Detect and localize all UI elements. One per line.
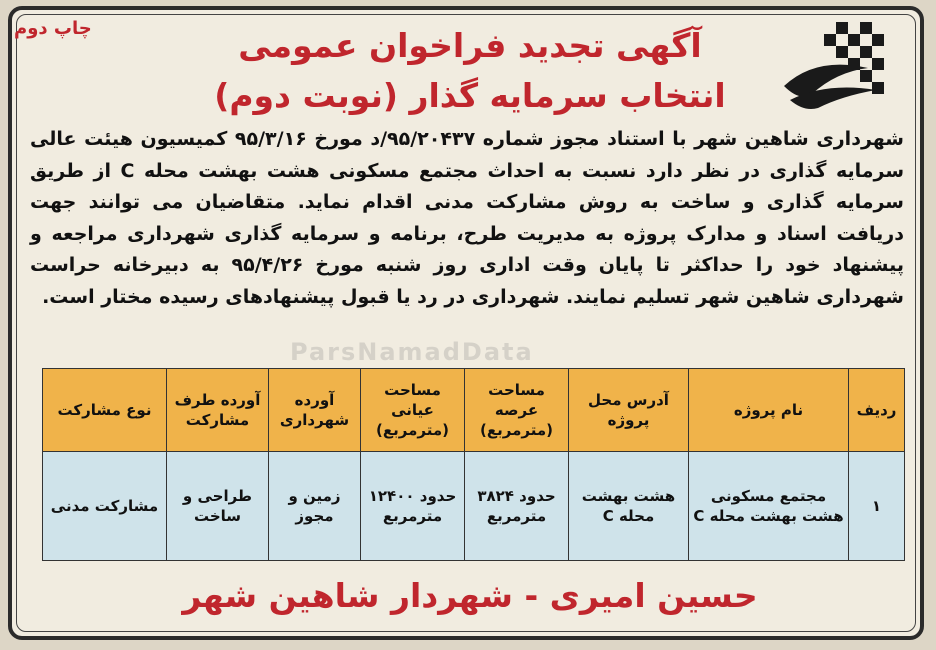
notice-title: آگهی تجدید فراخوان عمومی	[238, 26, 702, 65]
watermark: ParsNamadData	[290, 338, 534, 366]
print-badge: چاپ دوم	[14, 18, 92, 39]
municipality-logo-icon	[776, 16, 896, 112]
table-cell: مجتمع مسکونی هشت بهشت محله C	[689, 452, 849, 561]
table-header-row	[43, 369, 905, 452]
header-cell: ردیف	[849, 369, 905, 452]
table-cell: زمین و مجوز	[269, 452, 361, 561]
project-table	[42, 368, 905, 561]
header-cell: آورده طرف مشارکت	[167, 369, 269, 452]
notice-subtitle: انتخاب سرمایه گذار (نوبت دوم)	[214, 76, 726, 115]
table-cell: هشت بهشت محله C	[569, 452, 689, 561]
table-cell: مشارکت مدنی	[43, 452, 167, 561]
header-cell: نام پروژه	[689, 369, 849, 452]
mayor-signature: حسین امیری - شهردار شاهین شهر	[182, 576, 758, 615]
header-cell: آورده شهرداری	[269, 369, 361, 452]
table-row	[43, 452, 905, 561]
table-cell: ۱	[849, 452, 905, 561]
header-cell: مساحت عیانی (مترمربع)	[361, 369, 465, 452]
header-cell: نوع مشارکت	[43, 369, 167, 452]
header-cell: مساحت عرصه (مترمربع)	[465, 369, 569, 452]
table-cell: حدود ۱۲۴۰۰ مترمربع	[361, 452, 465, 561]
table-cell: طراحی و ساخت	[167, 452, 269, 561]
table-cell: حدود ۳۸۲۴ مترمربع	[465, 452, 569, 561]
notice-body: شهرداری شاهین شهر با استناد مجوز شماره ۹۵/۲۰۴۳۷/د مورخ ۹۵/۳/۱۶ کمیسیون هیئت عالی سرمایه گذاری در نظر دارد نسبت به احداث مجتمع مسکونی هشت بهشت محله C از طریق سرمایه گذاری و ساخت به روش مشارکت مدنی اقدام نماید. متقاضیان می توانند جهت دریافت اسناد و مدارک پروژه به مدیریت طرح، برنامه و سرمایه گذاری شهرداری مراجعه و پیشنهاد خود را حداکثر تا پایان وقت اداری روز شنبه مورخ ۹۵/۴/۲۶ به دبیرخانه حراست شهرداری شاهین شهر تسلیم نمایند. شهرداری در رد یا قبول پیشنهادهای رسیده مختار است.	[30, 128, 905, 308]
header-cell: آدرس محل پروژه	[569, 369, 689, 452]
